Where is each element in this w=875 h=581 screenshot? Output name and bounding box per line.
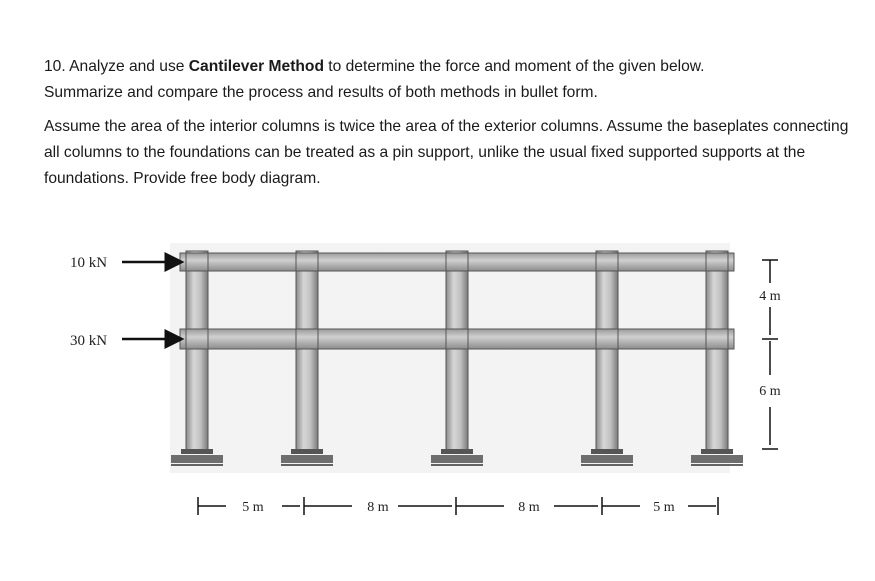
load-label-10kn: 10 kN [70,255,108,271]
bay-label-1: 5 m [242,500,264,515]
column-4 [596,251,618,451]
question-paragraph-2: Assume the area of the interior columns is twice the area of the exterior columns. Assume the baseplates connecting all columns to the foundations can be treated as a pin support, unlike the usual fixed supported supports at the foundations. Provide free body diagram. [44,118,849,187]
roof-beam [180,253,734,271]
question-paragraph-1 [44,54,854,106]
question-suffix: to determine the force and moment of the given below. [323,58,705,75]
frame-diagram [0,215,875,545]
column-2 [296,251,318,451]
load-arrows [70,255,182,349]
dimension-label-4m: 4 m [759,289,781,304]
column-5 [706,251,728,451]
method-name: Cantilever Method [188,58,324,75]
dimension-label-6m: 6 m [759,384,781,399]
question-text [44,54,854,192]
question-line-2: Summarize and compare the process and results of both methods in bullet form. [44,84,598,101]
question-prefix: 10. Analyze and use [44,58,189,75]
bay-width-dimensions [198,497,718,515]
column-3 [446,251,468,451]
bay-label-4: 5 m [653,500,675,515]
floor-beam [180,329,734,349]
bay-label-3: 8 m [518,500,540,515]
column-1 [186,251,208,451]
load-label-30kn: 30 kN [70,333,108,349]
frame-figure [0,215,875,545]
bay-label-2: 8 m [367,500,389,515]
